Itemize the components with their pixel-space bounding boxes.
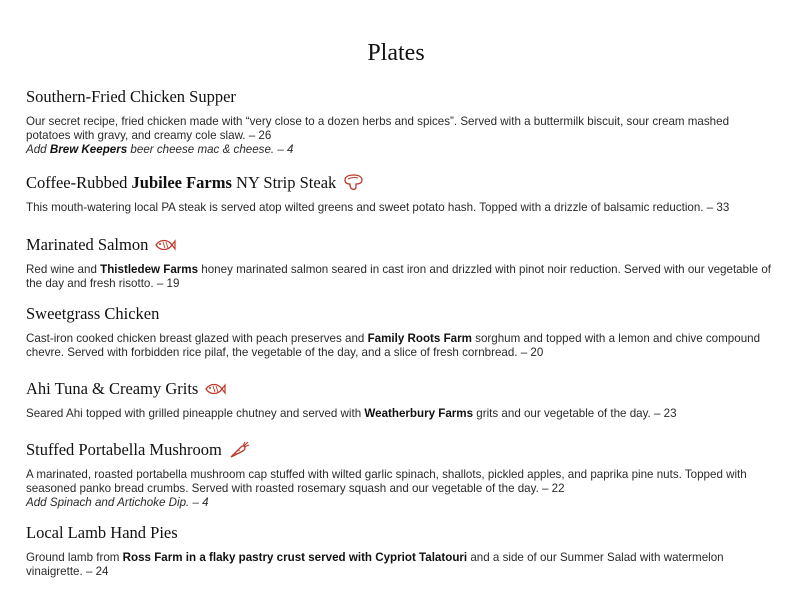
title-prefix: Coffee-Rubbed <box>26 173 132 192</box>
item-title-text: Sweetgrass Chicken <box>26 304 160 323</box>
menu-item <box>26 440 771 509</box>
desc-post: honey marinated salmon seared in cast iron and drizzled with pinot noir reduction. Served with our vegetable of the day and fresh risotto. – 19 <box>26 263 771 290</box>
desc-pre: Red wine and <box>26 263 101 276</box>
addon-text-post: beer cheese mac & cheese. – 4 <box>127 142 294 156</box>
item-description <box>26 407 771 421</box>
carrot-icon <box>228 441 250 459</box>
item-title <box>26 379 771 399</box>
addon-text: Add Spinach and Artichoke Dip. – 4 <box>26 495 209 509</box>
fish-icon <box>154 236 176 254</box>
title-suffix: NY Strip Steak <box>231 173 337 192</box>
item-title <box>26 304 771 324</box>
page-title: Plates <box>367 40 425 66</box>
item-title <box>26 173 771 193</box>
menu-item <box>26 304 771 360</box>
title-farm-name: Jubilee Farms <box>131 173 232 192</box>
item-title-text: Southern-Fried Chicken Supper <box>26 87 236 106</box>
item-description <box>26 201 771 215</box>
desc-pre: Cast-iron cooked chicken breast glazed with peach preserves and <box>26 332 368 345</box>
menu-item <box>26 87 771 156</box>
item-title-text: Marinated Salmon <box>26 235 149 254</box>
item-title <box>26 235 771 255</box>
desc-pre: Ground lamb from <box>26 551 123 564</box>
item-title <box>26 440 771 460</box>
menu-item <box>26 523 771 579</box>
item-title-text: Ahi Tuna & Creamy Grits <box>26 379 199 398</box>
fish-icon <box>204 380 226 398</box>
item-title-text <box>26 173 336 193</box>
item-description <box>26 468 771 496</box>
item-description-text: This mouth-watering local PA steak is served atop wilted greens and sweet potato hash. Topped with a drizzle of balsamic reduction. – 33 <box>26 201 730 214</box>
desc-post: sorghum and topped with a lemon and chive compound chevre. Served with forbidden rice pilaf, the vegetable of the day, and a slice of fresh cornbread. – 20 <box>26 332 761 359</box>
desc-post: and a side of our Summer Salad with watermelon vinaigrette. – 24 <box>26 551 724 578</box>
item-title-text: Local Lamb Hand Pies <box>26 523 178 542</box>
item-description-text: Our secret recipe, fried chicken made with “very close to a dozen herbs and spices”. Served with a buttermilk biscuit, sour cream mashed potatoes with gravy, and creamy cole slaw. – 26 <box>26 115 730 142</box>
item-description <box>26 551 771 579</box>
item-title <box>26 87 771 107</box>
item-title-text: Stuffed Portabella Mushroom <box>26 440 222 459</box>
steak-icon <box>342 174 364 192</box>
desc-farm-name: Weatherbury Farms <box>364 407 474 420</box>
desc-post: grits and our vegetable of the day. – 23 <box>473 407 677 420</box>
desc-farm-name: Family Roots Farm <box>367 332 472 345</box>
item-addon <box>26 496 771 510</box>
desc-farm-name: Thistledew Farms <box>100 263 199 276</box>
item-addon <box>26 143 771 157</box>
menu-item <box>26 379 771 421</box>
item-description <box>26 263 771 291</box>
addon-text-pre: Add <box>26 142 50 156</box>
item-description-text: A marinated, roasted portabella mushroom cap stuffed with wilted garlic spinach, shallots, pickled apples, and paprika pine nuts. Topped with seasoned panko bread crumbs. Served with roasted rosemary squash and our vegetable of the day. – 22 <box>26 468 747 495</box>
item-description <box>26 115 771 143</box>
item-description <box>26 332 771 360</box>
desc-pre: Seared Ahi topped with grilled pineapple chutney and served with <box>26 407 365 420</box>
addon-farm-name: Brew Keepers <box>49 142 128 156</box>
menu-item <box>26 235 771 291</box>
item-title <box>26 523 771 543</box>
menu-item <box>26 173 771 215</box>
desc-farm-name: Ross Farm in a flaky pastry crust served with Cypriot Talatouri <box>122 551 468 564</box>
